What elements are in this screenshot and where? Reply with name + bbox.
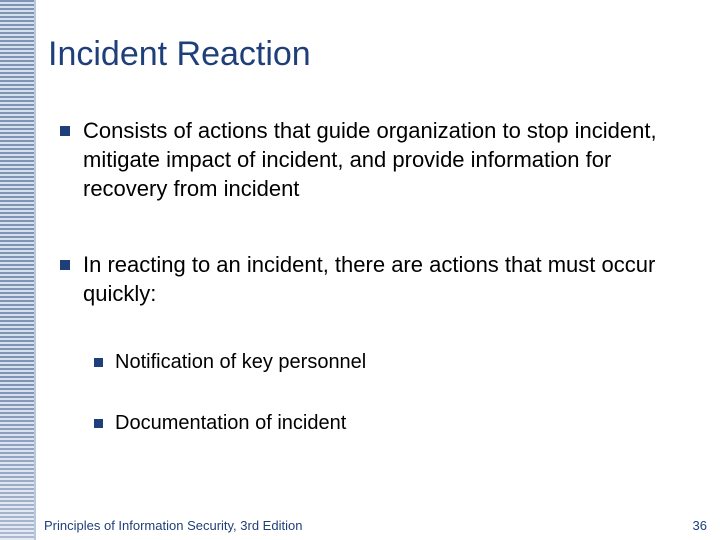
bullet-item-2 <box>60 250 700 308</box>
sub-bullet-item-1 <box>94 349 694 375</box>
slide-title: Incident Reaction <box>48 35 311 73</box>
footer-course-title: Principles of Information Security, 3rd Edition <box>44 518 303 533</box>
bullet-text-2: In reacting to an incident, there are actions that must occur quickly: <box>83 252 656 306</box>
square-bullet-icon <box>94 358 103 367</box>
stripe-fade-overlay <box>0 380 34 540</box>
square-bullet-icon <box>60 126 70 136</box>
stripe-edge-line <box>34 0 36 540</box>
bullet-item-1 <box>60 116 700 203</box>
bullet-text-1: Consists of actions that guide organization to stop incident, mitigate impact of incident, and provide information for recovery from incident <box>83 118 657 201</box>
sub-bullet-item-2 <box>94 410 694 436</box>
square-bullet-icon <box>94 419 103 428</box>
sub-bullet-text-2: Documentation of incident <box>115 412 347 434</box>
footer-page-number: 36 <box>692 518 707 533</box>
square-bullet-icon <box>60 260 70 270</box>
sub-bullet-text-1: Notification of key personnel <box>115 351 367 373</box>
